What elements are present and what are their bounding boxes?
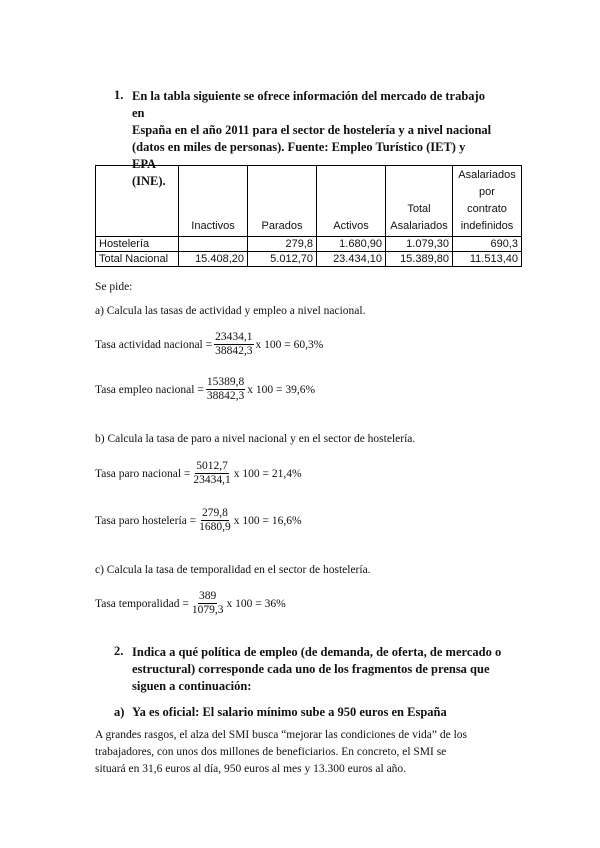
- fraction-denominator: 38842,3: [215, 345, 253, 357]
- formula-result: x 100 = 16,6%: [233, 514, 302, 527]
- paragraph-line: trabajadores, con unos dos millones de beneficiarios. En concreto, el SMI se: [95, 746, 447, 758]
- table-row: [96, 252, 522, 267]
- table-header-cell: [96, 166, 179, 237]
- table-cell: Total Nacional: [96, 252, 179, 267]
- question-1-line: (datos en miles de personas). Fuente: Empleo Turístico (IET) y EPA: [132, 140, 466, 171]
- fraction: [198, 507, 232, 534]
- fraction-numerator: 389: [199, 590, 217, 602]
- formula-result: x 100 = 21,4%: [233, 467, 302, 480]
- labor-market-table: [95, 165, 522, 267]
- question-2-line: estructural) corresponde cada uno de los fragmentos de prensa que: [132, 662, 490, 676]
- header-line: Asalariados: [458, 169, 516, 181]
- fraction: [191, 590, 225, 617]
- formula-unemployment-hospitality: [95, 507, 302, 534]
- fraction: [206, 376, 245, 403]
- formula-employment-rate: [95, 376, 315, 403]
- formula-activity-rate: [95, 331, 323, 358]
- header-line: indefinidos: [460, 220, 514, 232]
- paragraph-line: A grandes rasgos, el alza del SMI busca “mejorar las condiciones de vida” de los: [95, 729, 468, 741]
- formula-label: Tasa actividad nacional =: [95, 338, 213, 351]
- subsection-a-title: Ya es oficial: El salario mínimo sube a 950 euros en España: [132, 705, 447, 719]
- formula-label: Tasa empleo nacional =: [95, 383, 204, 396]
- table-header-row: [96, 166, 522, 237]
- table-cell: 11.513,40: [453, 252, 522, 267]
- question-2-line: siguen a continuación:: [132, 679, 252, 693]
- formula-result: x 100 = 36%: [226, 597, 286, 610]
- part-c-text: c) Calcula la tasa de temporalidad en el sector de hostelería.: [95, 564, 371, 576]
- fraction-denominator: 23434,1: [193, 474, 231, 486]
- table-header-cell: [386, 166, 453, 237]
- table-cell: [179, 237, 248, 252]
- question-2-line: Indica a qué política de empleo (de demanda, de oferta, de mercado o: [132, 645, 502, 659]
- table-row: [96, 237, 522, 252]
- formula-unemployment-national: [95, 460, 302, 487]
- subsection-a-label: a): [114, 705, 125, 719]
- fraction-denominator: 1680,9: [199, 521, 231, 533]
- table-cell: 1.680,90: [317, 237, 386, 252]
- formula-label: Tasa temporalidad =: [95, 597, 189, 610]
- formula-label: Tasa paro nacional =: [95, 467, 191, 480]
- question-2-text: [132, 644, 504, 695]
- se-pide-label: Se pide:: [95, 281, 133, 293]
- fraction-denominator: 38842,3: [206, 390, 245, 402]
- part-b-text: b) Calcula la tasa de paro a nivel nacional y en el sector de hostelería.: [95, 433, 416, 445]
- table-cell: 1.079,30: [386, 237, 453, 252]
- fraction-numerator: 5012,7: [196, 460, 228, 472]
- table-header-cell: Parados: [248, 166, 317, 237]
- table-cell: 5.012,70: [248, 252, 317, 267]
- question-1-line: (INE).: [132, 174, 166, 188]
- table-header-cell: [453, 166, 522, 237]
- question-1-line: España en el año 2011 para el sector de hostelería y a nivel nacional: [132, 123, 492, 137]
- question-1-number: 1.: [114, 88, 124, 102]
- fraction: [192, 460, 231, 487]
- question-1-line: En la tabla siguiente se ofrece información del mercado de trabajo en: [132, 89, 485, 120]
- formula-temporality-rate: [95, 590, 286, 617]
- table-header-cell: Inactivos: [179, 166, 248, 237]
- fraction-numerator: 23434,1: [215, 331, 253, 343]
- part-a-text: a) Calcula las tasas de actividad y empleo a nivel nacional.: [95, 305, 366, 317]
- formula-result: x 100 = 60,3%: [255, 338, 324, 351]
- header-line: Asalariados: [390, 220, 448, 232]
- question-2-number: 2.: [114, 644, 124, 658]
- formula-label: Tasa paro hostelería =: [95, 514, 197, 527]
- fraction-numerator: 15389,8: [206, 376, 245, 388]
- table-cell: 15.389,80: [386, 252, 453, 267]
- fraction-denominator: 1079,3: [191, 604, 224, 616]
- paragraph-line: situará en 31,6 euros al día, 950 euros al mes y 13.300 euros al año.: [95, 763, 407, 775]
- table-cell: 690,3: [453, 237, 522, 252]
- formula-result: x 100 = 39,6%: [247, 383, 316, 396]
- press-paragraph: [95, 727, 503, 778]
- header-line: contrato: [467, 203, 507, 215]
- header-line: Total: [407, 203, 431, 215]
- header-line: por: [479, 186, 495, 198]
- fraction-numerator: 279,8: [202, 507, 228, 519]
- fraction: [214, 331, 253, 358]
- table-cell: 279,8: [248, 237, 317, 252]
- table-cell: 15.408,20: [179, 252, 248, 267]
- table-cell: 23.434,10: [317, 252, 386, 267]
- table-header-cell: Activos: [317, 166, 386, 237]
- table-cell: Hostelería: [96, 237, 179, 252]
